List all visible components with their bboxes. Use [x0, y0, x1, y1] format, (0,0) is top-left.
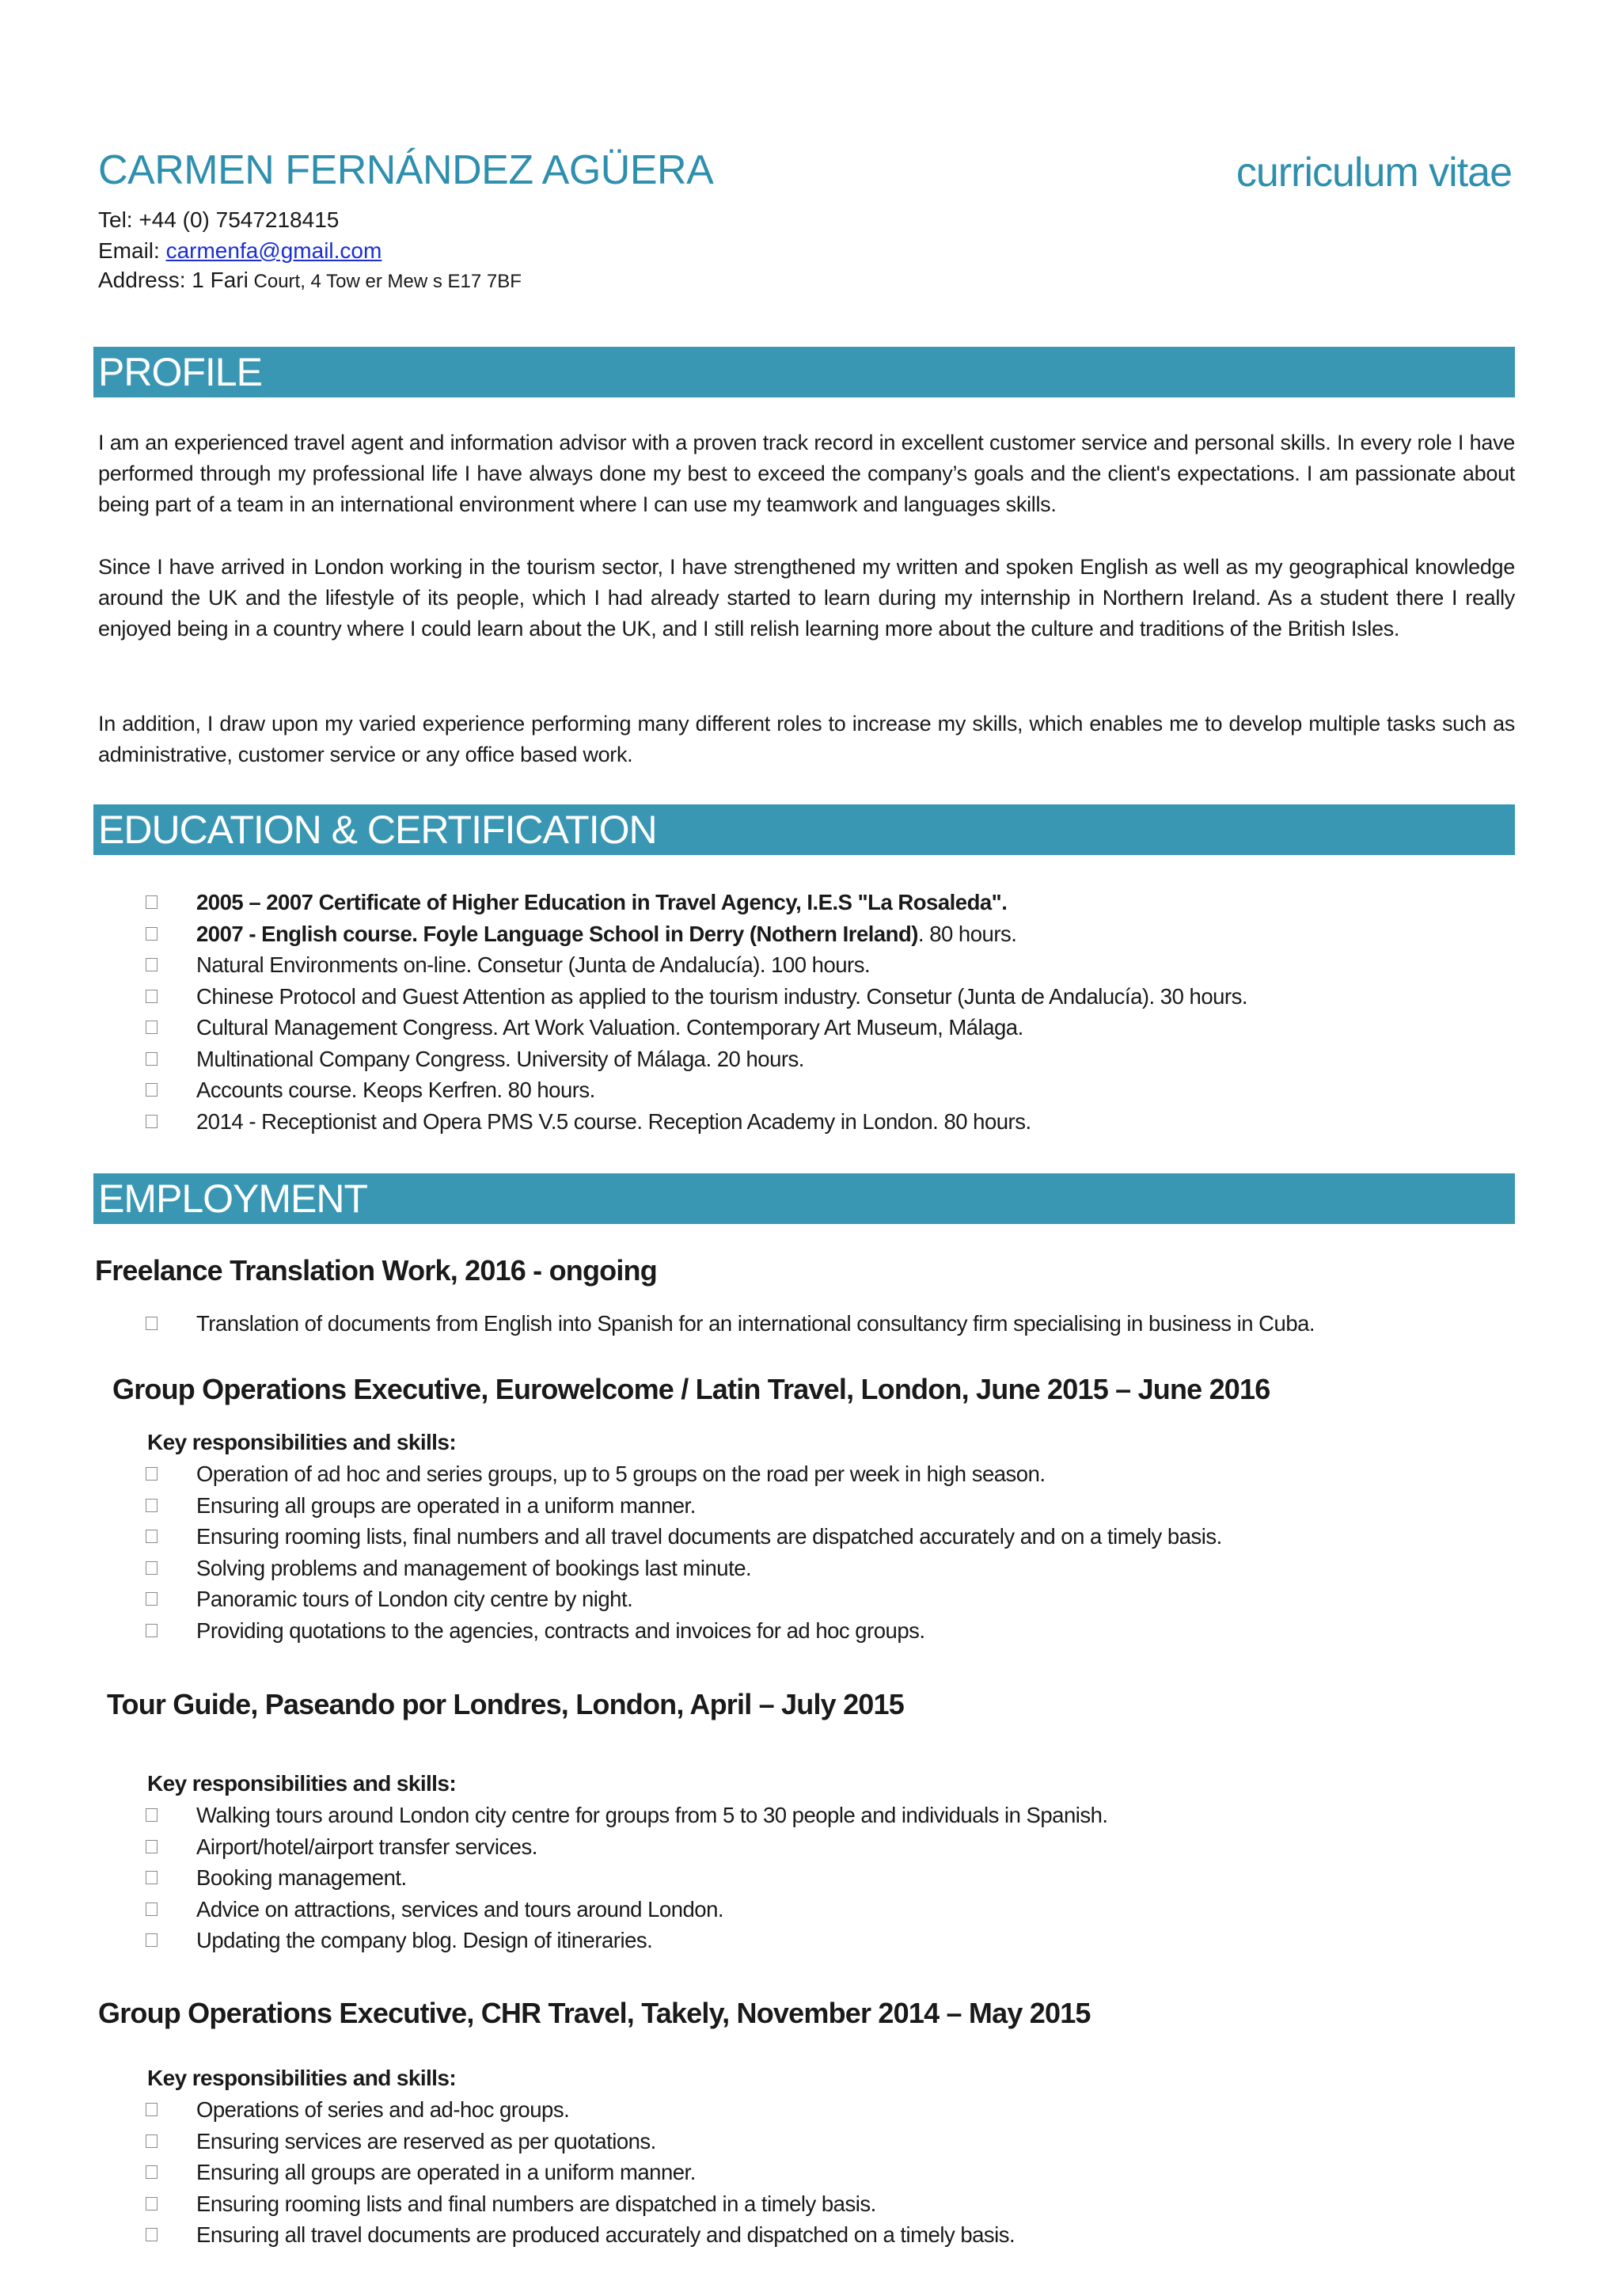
profile-paragraph-2: Since I have arrived in London working in the tourism sector, I have strengthened my written and spoken English as well as my geographical knowledge around the UK and the lifestyle of its people, which I had already started to learn during my internship in Northern Ireland. As a student there I really enjoyed being in a country where I could learn about the UK, and I still relish learning more about the culture and traditions of the British Isles.	[98, 555, 1515, 641]
document-tagline: curriculum vitae	[1236, 150, 1512, 196]
address-label: Address: 1 Fari	[98, 268, 249, 292]
email-link[interactable]: carmenfa@gmail.com	[165, 238, 382, 263]
checkbox-bullet-icon	[146, 1499, 158, 1512]
job-responsibilities-list	[146, 1800, 1108, 1956]
employment-section-header: EMPLOYMENT	[93, 1173, 1515, 1224]
list-item: Ensuring all groups are operated in a uniform manner.	[146, 1490, 1222, 1522]
list-item: 2014 - Receptionist and Opera PMS V.5 course. Reception Academy in London. 80 hours.	[146, 1106, 1247, 1138]
checkbox-bullet-icon	[146, 895, 158, 909]
list-item: Operation of ad hoc and series groups, up to 5 groups on the road per week in high season.	[146, 1458, 1222, 1490]
list-item: Translation of documents from English into Spanish for an international consultancy firm specialising in business in Cuba.	[146, 1308, 1315, 1340]
checkbox-bullet-icon	[146, 927, 158, 941]
list-item: Multinational Company Congress. University of Málaga. 20 hours.	[146, 1043, 1247, 1075]
phone-line: Tel: +44 (0) 7547218415	[98, 207, 340, 232]
key-responsibilities-heading: Key responsibilities and skills:	[147, 1430, 457, 1454]
checkbox-bullet-icon	[146, 1467, 158, 1481]
job-title: Tour Guide, Paseando por Londres, London, April – July 2015	[107, 1688, 904, 1720]
checkbox-bullet-icon	[146, 958, 158, 971]
list-item: Operations of series and ad-hoc groups.	[146, 2094, 1015, 2126]
list-item: Natural Environments on-line. Consetur (Junta de Andalucía). 100 hours.	[146, 949, 1247, 981]
address-text: Court, 4 Tow er Mew s E17 7BF	[248, 271, 522, 292]
email-line	[98, 238, 382, 264]
key-responsibilities-heading: Key responsibilities and skills:	[147, 1771, 457, 1796]
job-responsibilities-list	[146, 1308, 1315, 1340]
profile-paragraph-3: In addition, I draw upon my varied experience performing many different roles to increase my skills, which enables me to develop multiple tasks such as administrative, customer service or any office based work.	[98, 712, 1515, 766]
list-item: Airport/hotel/airport transfer services.	[146, 1831, 1108, 1863]
checkbox-bullet-icon	[146, 1808, 158, 1822]
list-item: 2005 – 2007 Certificate of Higher Education in Travel Agency, I.E.S "La Rosaleda".	[146, 887, 1247, 918]
list-item: Solving problems and management of bookings last minute.	[146, 1553, 1222, 1584]
profile-paragraph-1: I am an experienced travel agent and information advisor with a proven track record in excellent customer service and personal skills. In every role I have performed through my professional life I have always done my best to exceed the company’s goals and the client's expectations. I am passionate about being part of a team in an international environment where I can use my teamwork and languages skills.	[98, 431, 1515, 516]
checkbox-bullet-icon	[146, 1561, 158, 1575]
job-responsibilities-list	[146, 2094, 1015, 2251]
list-item: Ensuring rooming lists and final numbers are dispatched in a timely basis.	[146, 2188, 1015, 2220]
list-item: Ensuring all groups are operated in a uniform manner.	[146, 2157, 1015, 2188]
checkbox-bullet-icon	[146, 990, 158, 1003]
checkbox-bullet-icon	[146, 1871, 158, 1884]
checkbox-bullet-icon	[146, 2165, 158, 2179]
checkbox-bullet-icon	[146, 1903, 158, 1916]
list-item: Cultural Management Congress. Art Work Valuation. Contemporary Art Museum, Málaga.	[146, 1012, 1247, 1043]
checkbox-bullet-icon	[146, 1083, 158, 1097]
checkbox-bullet-icon	[146, 1052, 158, 1066]
list-item: Panoramic tours of London city centre by night.	[146, 1583, 1222, 1615]
job-title: Group Operations Executive, Eurowelcome / Latin Travel, London, June 2015 – June 2016	[112, 1373, 1270, 1405]
list-item: Accounts course. Keops Kerfren. 80 hours.	[146, 1074, 1247, 1106]
email-label: Email:	[98, 238, 166, 263]
checkbox-bullet-icon	[146, 1624, 158, 1637]
list-item: Providing quotations to the agencies, contracts and invoices for ad hoc groups.	[146, 1615, 1222, 1647]
list-item: Updating the company blog. Design of itineraries.	[146, 1925, 1108, 1956]
checkbox-bullet-icon	[146, 1933, 158, 1947]
candidate-name: CARMEN FERNÁNDEZ AGÜERA	[98, 147, 714, 193]
job-title: Group Operations Executive, CHR Travel, Takely, November 2014 – May 2015	[98, 1997, 1091, 2029]
list-item: Chinese Protocol and Guest Attention as applied to the tourism industry. Consetur (Junta de Andalucía). 30 hours.	[146, 981, 1247, 1013]
list-item: Advice on attractions, services and tours around London.	[146, 1894, 1108, 1925]
checkbox-bullet-icon	[146, 1840, 158, 1853]
list-item: Ensuring services are reserved as per quotations.	[146, 2126, 1015, 2157]
education-section-header: EDUCATION & CERTIFICATION	[93, 804, 1515, 855]
job-responsibilities-list	[146, 1458, 1222, 1646]
checkbox-bullet-icon	[146, 1115, 158, 1128]
list-item: Ensuring all travel documents are produced accurately and dispatched on a timely basis.	[146, 2219, 1015, 2251]
list-item: 2007 - English course. Foyle Language School in Derry (Nothern Ireland). 80 hours.	[146, 918, 1247, 950]
checkbox-bullet-icon	[146, 2103, 158, 2116]
checkbox-bullet-icon	[146, 1530, 158, 1543]
education-list	[146, 887, 1247, 1137]
list-item: Walking tours around London city centre for groups from 5 to 30 people and individuals in Spanish.	[146, 1800, 1108, 1831]
checkbox-bullet-icon	[146, 2197, 158, 2210]
address-line	[98, 268, 522, 293]
checkbox-bullet-icon	[146, 1317, 158, 1330]
key-responsibilities-heading: Key responsibilities and skills:	[147, 2066, 457, 2090]
list-item: Booking management.	[146, 1862, 1108, 1894]
checkbox-bullet-icon	[146, 2134, 158, 2148]
checkbox-bullet-icon	[146, 1592, 158, 1606]
checkbox-bullet-icon	[146, 1021, 158, 1034]
profile-section-header: PROFILE	[93, 347, 1515, 397]
checkbox-bullet-icon	[146, 2228, 158, 2241]
list-item: Ensuring rooming lists, final numbers and all travel documents are dispatched accurately and on a timely basis.	[146, 1521, 1222, 1553]
job-title: Freelance Translation Work, 2016 - ongoing	[95, 1254, 657, 1287]
